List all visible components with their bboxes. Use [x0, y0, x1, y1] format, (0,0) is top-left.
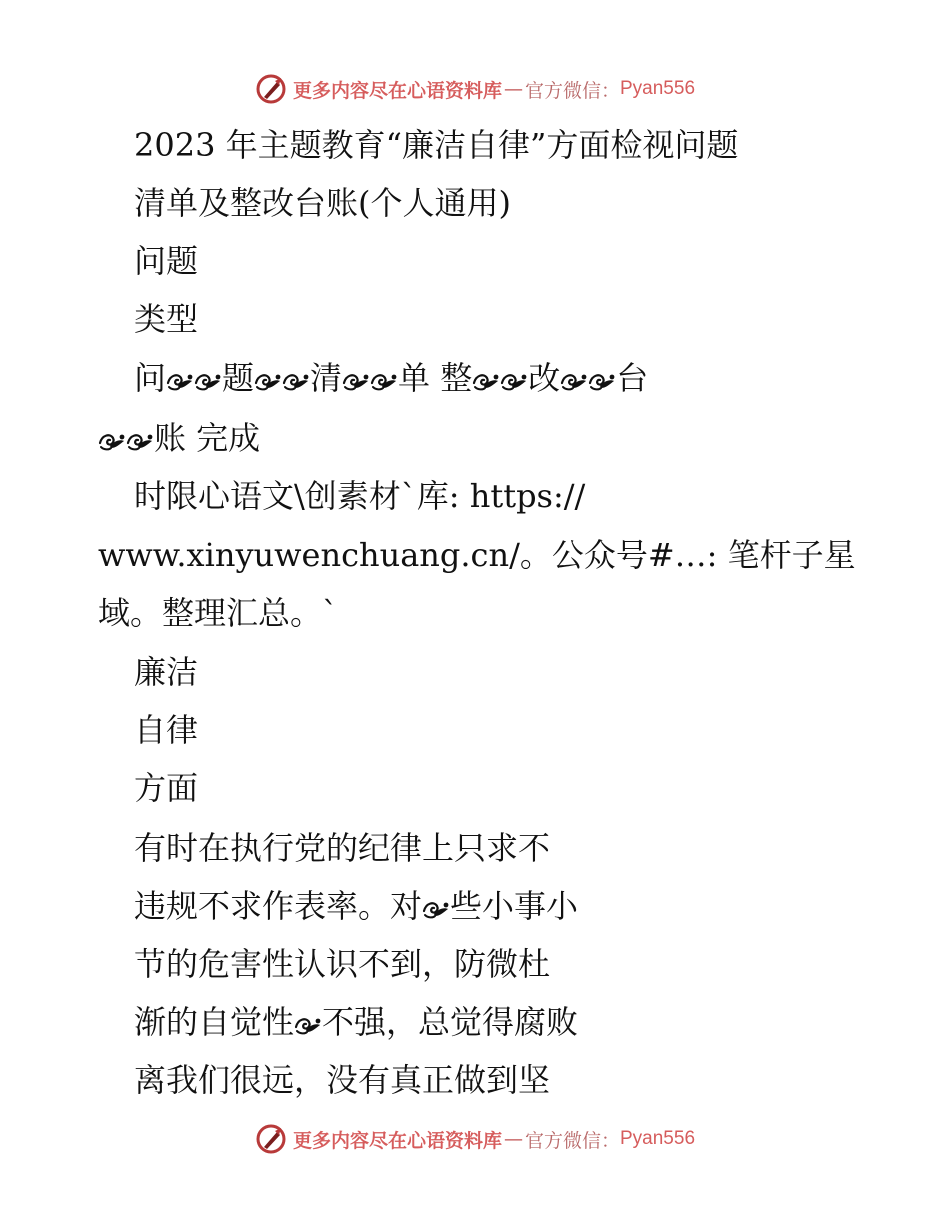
ornament-icon [588, 369, 616, 391]
ornament-icon [282, 369, 310, 391]
problem-line-3: 节的危害性认识不到，防微杜 [134, 945, 551, 983]
header-brand: 更多内容尽在心语资料库 [292, 79, 502, 102]
problem-text: 违规不求作表率。对 [134, 887, 423, 925]
header-banner [0, 71, 950, 107]
header-contact-label: 官方微信： [524, 79, 620, 102]
ornament-icon [370, 369, 398, 391]
category-label-1: 廉洁 [134, 653, 199, 691]
footer-contact-id: Pyan556 [620, 1128, 696, 1149]
header-contact-id: Pyan556 [620, 78, 696, 99]
problem-line-4 [134, 1002, 578, 1042]
problem-line-1: 有时在执行党的纪律上只求不 [134, 829, 551, 867]
column-headers-row-cont [98, 418, 260, 458]
ornament-icon [500, 369, 528, 391]
problem-text: 渐的自觉性 [134, 1003, 295, 1041]
col-header-char: 问 [134, 359, 167, 397]
doc-title-line-2: 清单及整改台账(个人通用) [134, 184, 511, 222]
col-header-char: 台 [616, 359, 649, 397]
problem-line-2 [134, 886, 578, 926]
col-header-char: 单 整 [398, 359, 473, 397]
ornament-icon [126, 429, 154, 451]
footer-banner [0, 1121, 950, 1157]
header-separator: — [503, 78, 523, 100]
col-header-char: 清 [310, 359, 343, 397]
ornament-icon [194, 369, 222, 391]
category-label-2: 自律 [134, 711, 199, 749]
footer-contact-label: 官方微信： [524, 1129, 620, 1152]
ornament-icon [98, 429, 126, 451]
ornament-icon [472, 369, 500, 391]
footer-brand: 更多内容尽在心语资料库 [292, 1129, 502, 1152]
time-limit-line: 时限心语文\创素材`库: https:// [134, 477, 586, 515]
problem-line-5: 离我们很远，没有真正做到坚 [134, 1061, 551, 1099]
footer-separator: — [503, 1128, 523, 1150]
source-line-2: 域。整理汇总。` [98, 594, 339, 632]
ornament-icon [422, 897, 450, 919]
ornament-icon [560, 369, 588, 391]
col-header-char: 改 [528, 359, 561, 397]
ornament-icon [342, 369, 370, 391]
problem-text: 不强，总觉得腐败 [322, 1003, 579, 1041]
col-header-char: 题 [222, 359, 255, 397]
column-type-label-1: 问题 [134, 242, 199, 280]
source-line: www.xinyuwenchuang.cn/。公众号#…: 笔杆子星 [98, 536, 856, 574]
category-label-3: 方面 [134, 769, 199, 807]
problem-text: 些小事小 [450, 887, 579, 925]
doc-title-line-1: 2023 年主题教育“廉洁自律”方面检视问题 [134, 126, 739, 164]
ornament-icon [294, 1013, 322, 1035]
quill-logo-icon [255, 1123, 287, 1155]
column-headers-row [134, 358, 648, 398]
ornament-icon [254, 369, 282, 391]
column-type-label-2: 类型 [134, 300, 199, 338]
col-header-char: 账 完成 [154, 419, 261, 457]
quill-logo-icon [255, 73, 287, 105]
ornament-icon [166, 369, 194, 391]
